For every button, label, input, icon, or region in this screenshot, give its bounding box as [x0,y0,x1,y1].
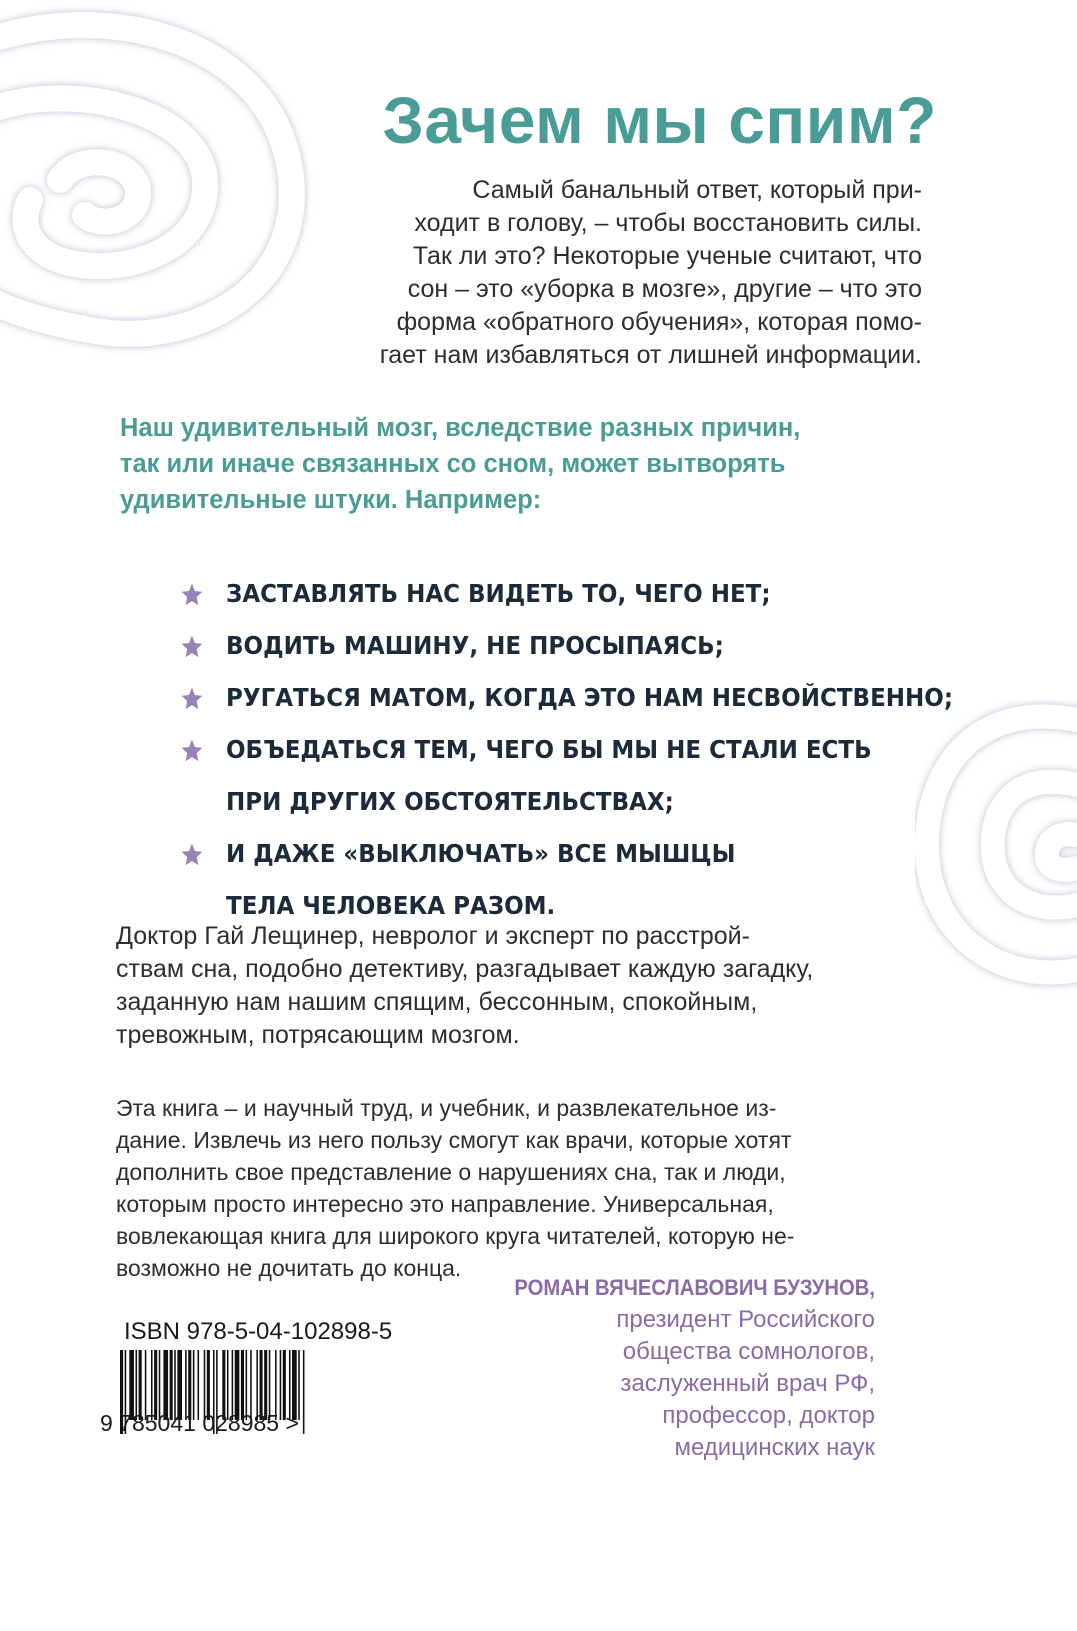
author-role-line: общества сомнологов, [622,1338,875,1365]
author-name: РОМАН ВЯЧЕСЛАВОВИЧ БУЗУНОВ, [514,1275,875,1300]
review-author [483,1272,875,1464]
review-line: Эта книга – и научный труд, и учебник, и развлекательное из- [116,1095,777,1121]
bullet-text: ЗАСТАВЛЯТЬ НАС ВИДЕТЬ ТО, ЧЕГО НЕТ; [226,579,771,608]
author-role-line: медицинских наук [674,1434,875,1461]
description-line: заданную нам нашим спящим, бессонным, спокойным, [116,988,758,1016]
star-icon [180,686,204,712]
review-line: дание. Извлечь из него пользу смогут как врачи, которые хотят [116,1127,792,1153]
isbn-label: ISBN 978-5-04-102898-5 [124,1318,393,1345]
bullet-item [180,620,898,672]
intro-line: Так ли это? Некоторые ученые считают, что [412,242,922,270]
highlight-line: так или иначе связанных со сном, может вытворять [120,450,786,478]
intro-paragraph [280,174,922,372]
highlight-paragraph [120,410,940,518]
highlight-line: Наш удивительный мозг, вследствие разных причин, [120,414,801,442]
star-icon [180,738,204,764]
spiral-decoration-top-left [0,0,320,360]
review-line: возможно не дочитать до конца. [116,1255,462,1281]
bullet-list [180,568,960,932]
barcode-bar [303,1350,305,1434]
author-role-line: заслуженный врач РФ, [620,1370,875,1397]
star-icon [180,842,204,868]
bullet-item [180,724,898,828]
review-line: вовлекающая книга для широкого круга читателей, которую не- [116,1223,795,1249]
intro-line: гает нам избавляться от лишней информации. [379,341,922,369]
page-title: Зачем мы спим? [382,83,937,157]
author-role-line: профессор, доктор [662,1402,875,1429]
intro-line: форма «обратного обучения», которая помо- [396,308,922,336]
intro-line: сон – это «уборка в мозге», другие – что это [407,275,922,303]
bullet-text: И ДАЖЕ «ВЫКЛЮЧАТЬ» ВСЕ МЫШЦЫ [226,839,736,868]
bullet-item [180,828,898,932]
bullet-text: ОБЪЕДАТЬСЯ ТЕМ, ЧЕГО БЫ МЫ НЕ СТАЛИ ЕСТЬ [226,735,872,764]
description-paragraph [116,920,916,1052]
bullet-text: ПРИ ДРУГИХ ОБСТОЯТЕЛЬСТВАХ; [226,787,674,816]
highlight-line: удивительные штуки. Например: [120,486,542,514]
barcode-digits: 9 785041 028985 > [100,1410,299,1436]
review-line: которым просто интересно это направление. Универсальная, [116,1191,774,1217]
star-icon [180,634,204,660]
description-line: тревожным, потрясающим мозгом. [116,1021,520,1049]
intro-line: ходит в голову, – чтобы восстановить силы. [414,209,922,237]
description-line: ствам сна, подобно детективу, разгадывает каждую загадку, [116,955,814,983]
isbn-barcode [100,1318,410,1438]
author-role-line: президент Российского [616,1306,875,1333]
review-line: дополнить свое представление о нарушениях сна, так и люди, [116,1159,786,1185]
star-icon [180,582,204,608]
description-line: Доктор Гай Лещинер, невролог и эксперт по расстрой- [116,922,750,950]
bullet-text: ТЕЛА ЧЕЛОВЕКА РАЗОМ. [226,891,556,920]
bullet-text: ВОДИТЬ МАШИНУ, НЕ ПРОСЫПАЯСЬ; [226,631,724,660]
intro-line: Самый банальный ответ, который при- [472,176,922,204]
review-paragraph [116,1092,916,1284]
bullet-text: РУГАТЬСЯ МАТОМ, КОГДА ЭТО НАМ НЕСВОЙСТВЕННО; [226,683,954,712]
bullet-item [180,672,954,724]
bullet-item [180,568,898,620]
